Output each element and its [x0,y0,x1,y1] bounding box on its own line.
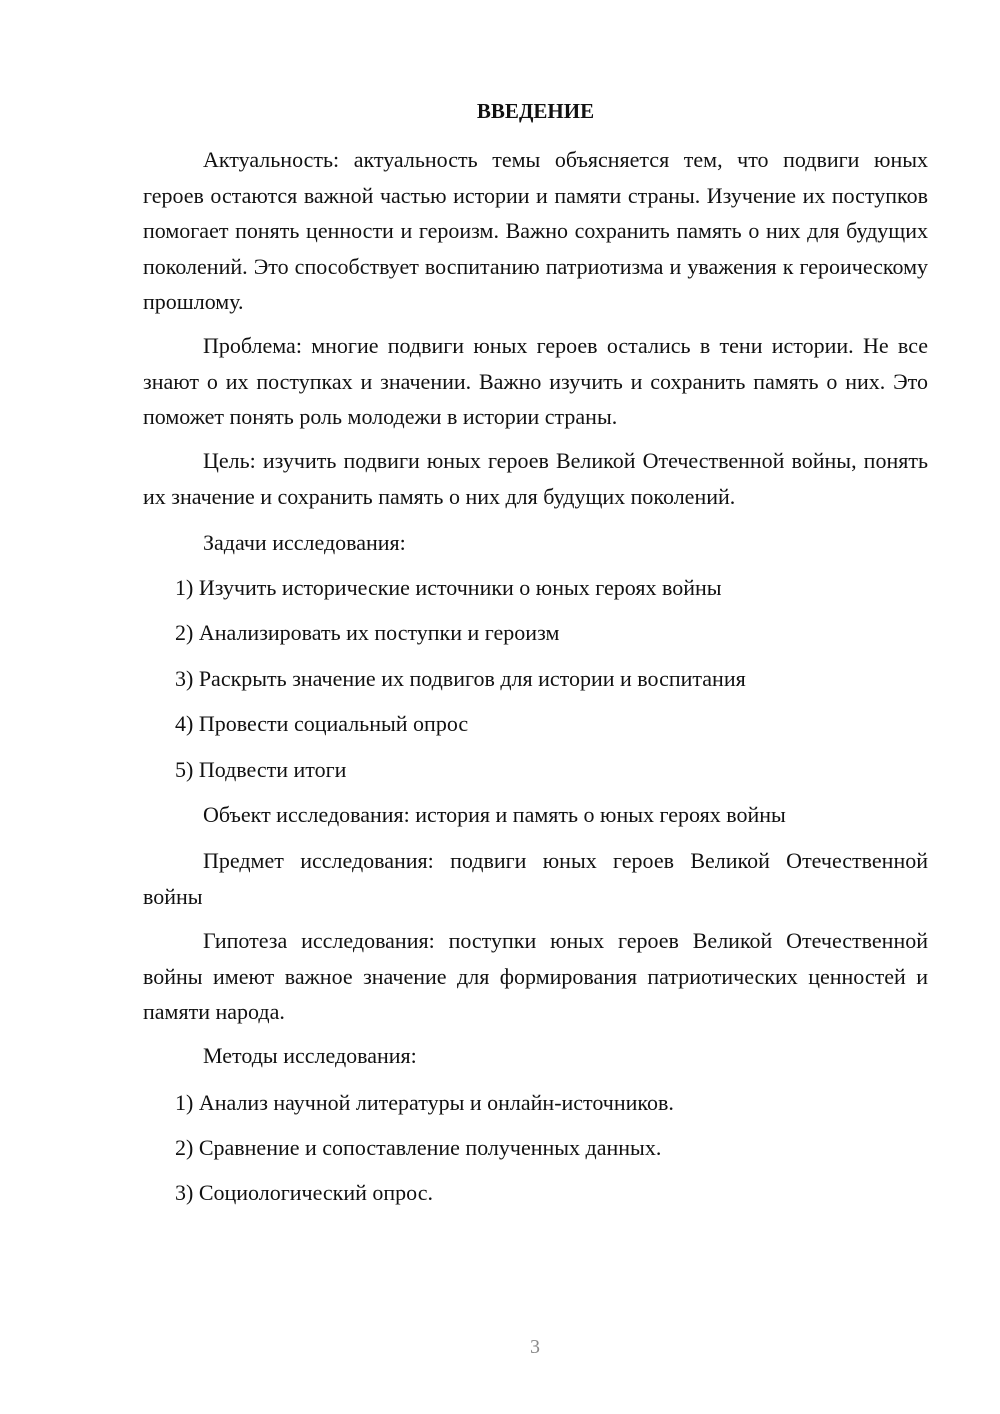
task-item: 4) Провести социальный опрос [175,711,469,736]
research-subject: Предмет исследования: подвиги юных героев Великой Отечественной войны [143,848,928,909]
method-item: 3) Социологический опрос. [175,1180,433,1205]
task-item: 1) Изучить исторические источники о юных героях войны [175,575,722,600]
research-object: Объект исследования: история и память о юных героях войны [203,802,786,827]
page-title: ВВЕДЕНИЕ [476,99,595,123]
paragraph-relevance: Актуальность: актуальность темы объясняется тем, что подвиги юных героев остаются важной частью истории и памяти страны. Изучение их поступков помогает понять ценности и героизм. Важно сохранить память о них для будущих поколений. Это способствует воспитанию патриотизма и уважения к героическому прошлому. [143,147,928,314]
task-item: 3) Раскрыть значение их подвигов для истории и воспитания [175,666,746,691]
task-item: 5) Подвести итоги [175,757,347,782]
paragraph-goal: Цель: изучить подвиги юных героев Великой Отечественной войны, понять их значение и сохранить память о них для будущих поколений. [143,448,928,509]
method-item: 2) Сравнение и сопоставление полученных данных. [175,1135,662,1160]
methods-label: Методы исследования: [203,1043,417,1068]
method-item: 1) Анализ научной литературы и онлайн-источников. [175,1090,674,1115]
page-number: 3 [530,1336,540,1358]
paragraph-problem: Проблема: многие подвиги юных героев остались в тени истории. Не все знают о их поступках и значении. Важно изучить и сохранить память о них. Это поможет понять роль молодежи в истории страны. [143,333,928,429]
task-item: 2) Анализировать их поступки и героизм [175,620,560,645]
tasks-label: Задачи исследования: [203,530,406,555]
research-hypothesis: Гипотеза исследования: поступки юных героев Великой Отечественной войны имеют важное значение для формирования патриотических ценностей и памяти народа. [143,928,928,1024]
